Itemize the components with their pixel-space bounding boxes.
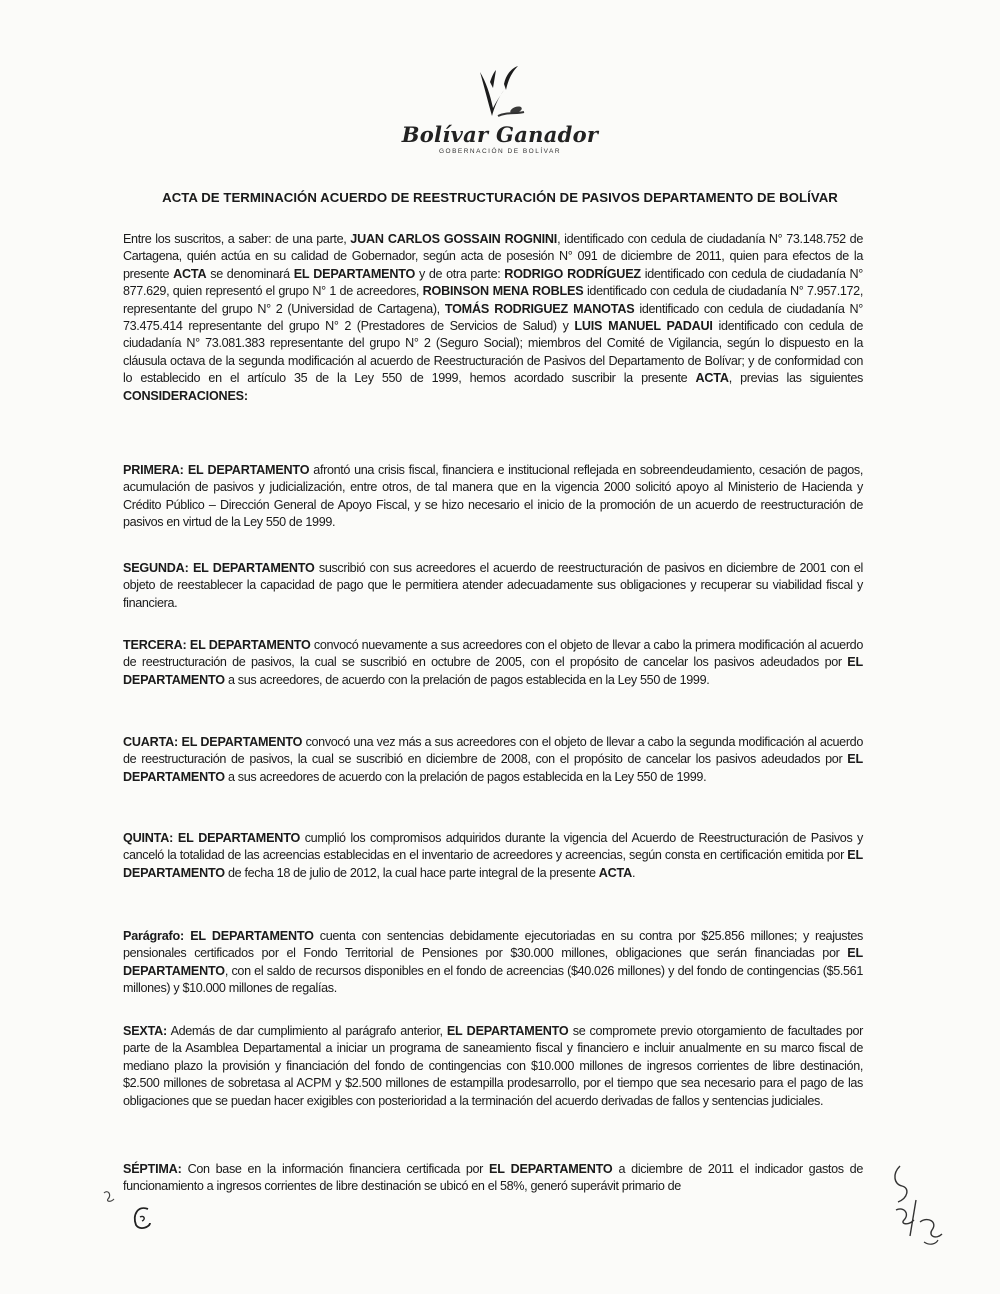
bold-text-run: CONSIDERACIONES: xyxy=(123,388,248,403)
text-run: convocó nuevamente a sus acreedores con el objeto de llevar a cabo la primera modificación al acuerdo de reestructuración de pasivos, la cual se suscribió en octubre de 2005, con el propósito de cancelar los pasivos adeudados por xyxy=(123,638,863,670)
bold-text-run: SEXTA: xyxy=(123,1024,168,1038)
bold-text-run: TOMÁS RODRIGUEZ MANOTAS xyxy=(444,301,635,316)
text-run: a diciembre de 2011 el indicador gastos de funcionamiento a ingresos corrientes de libre destinación se ubicó en el 58%, generó superávit primario de xyxy=(123,1162,863,1194)
text-run: a sus acreedores, de acuerdo con la prelación de pagos establecida en la Ley 550 de 1999. xyxy=(224,672,710,687)
bold-text-run: ROBINSON MENA ROBLES xyxy=(422,284,584,299)
paragraph-segunda xyxy=(123,560,863,612)
text-run: identificado con cedula de ciudadanía N° 877.629, quien representó el grupo N° 1 de acreedores, xyxy=(123,266,863,299)
bolivar-ganador-logo xyxy=(380,62,620,172)
text-run: Entre los suscritos, a saber: de una parte, xyxy=(123,232,351,246)
paragraph-quinta xyxy=(123,830,863,882)
bold-text-run: SEGUNDA: EL DEPARTAMENTO xyxy=(123,561,315,575)
text-run: identificado con cedula de ciudadanía N° 7.957.172, representante del grupo N° 2 (Universidad de Cartagena), xyxy=(123,284,863,316)
text-run: de fecha 18 de julio de 2012, la cual hace parte integral de la presente xyxy=(224,865,599,880)
paragraph-septima xyxy=(123,1161,863,1196)
text-run: , previas las siguientes xyxy=(728,371,863,386)
bold-text-run: JUAN CARLOS GOSSAIN ROGNINI xyxy=(350,232,558,246)
text-run: cumplió los compromisos adquiridos durante la vigencia del Acuerdo de Reestructuración de Pasivos y canceló la totalidad de las acreencias establecidas en el inventario de acreedores y acreencias, según consta en certificación emitida por xyxy=(123,831,863,863)
text-run: , con el saldo de recursos disponibles en el fondo de acreencias ($40.026 millones) y del fondo de contingencias ($5.561 millones) y $10.000 millones de regalías. xyxy=(123,963,863,996)
logo-name: Bolívar Ganador xyxy=(401,122,599,147)
bold-text-run: LUIS MANUEL PADAUI xyxy=(574,319,713,334)
check-bird-icon xyxy=(460,62,540,124)
paragraph-cuarta xyxy=(123,734,863,786)
bold-text-run: EL DEPARTAMENTO xyxy=(123,655,863,687)
bold-text-run: ACTA xyxy=(695,371,729,386)
bold-text-run: CUARTA: EL DEPARTAMENTO xyxy=(123,735,303,749)
bold-text-run: EL DEPARTAMENTO xyxy=(446,1024,569,1038)
bold-text-run: EL DEPARTAMENTO xyxy=(123,752,863,784)
paragraph-tercera xyxy=(123,637,863,689)
text-run: se denominará xyxy=(206,266,294,281)
text-run: identificado con cedula de ciudadanía N° 73.081.383 representante del grupo N° 2 (Seguro Social); miembros del Comité de Vigilancia, según lo dispuesto en la cláusula octava de la segunda modificación al acuerdo de Reestructuración de Pasivos del Departamento de Bolívar; y de conformidad con lo establecido en el artículo 35 de la Ley 550 de 1999, hemos acordado suscribir la presente xyxy=(123,319,863,386)
text-run: se compromete previo otorgamiento de facultades por parte de la Asamblea Departamental a iniciar un programa de saneamiento fiscal y financiero e incluir anualmente en su marco fiscal de mediano plazo la provisión y financiación del fondo de contingencias con $10.000 millones de ingresos corrientes de libre destinación, $2.500 millones de sobretasa al ACPM y $2.500 millones de estampilla prodesarrollo, por el tiempo que sea necesario para el pago de las obligaciones que se puedan hacer exigibles con posterioridad a la terminación del acuerdo derivadas de fallos y sentencias judiciales. xyxy=(123,1024,864,1108)
bold-text-run: Parágrafo: EL DEPARTAMENTO xyxy=(123,929,314,943)
text-run: cuenta con sentencias debidamente ejecutoriadas en su contra por $25.856 millones; y reajustes pensionales certificados por el Fondo Territorial de Pensiones por $30.000 millones, obligaciones que serán financiadas por xyxy=(123,929,864,961)
bold-text-run: EL DEPARTAMENTO xyxy=(123,848,863,880)
paragraph-primera xyxy=(123,462,863,532)
text-run: identificado con cedula de ciudadanía N° 73.475.414 representante del grupo N° 2 (Prestadores de Servicios de Salud) y xyxy=(123,301,863,334)
paragraph-intro xyxy=(123,231,863,405)
text-run: . xyxy=(632,865,636,880)
text-run: convocó una vez más a sus acreedores con el objeto de llevar a cabo la segunda modificación al acuerdo de reestructuración de pasivos, la cual se suscribió en diciembre de 2008, con el propósito de cancelar los pasivos adeudados por xyxy=(123,735,863,767)
text-run: afrontó una crisis fiscal, financiera e institucional reflejada en sobreendeudamiento, cesación de pagos, acumulación de pasivos y judicialización, entre otros, de tal manera que en la vigencia 2000 solicitó apoyo al Ministerio de Hacienda y Crédito Público – Dirección General de Apoyo Fiscal, y se hizo necesario el inicio de la promoción de un acuerdo de reestructuración de pasivos en virtud de la Ley 550 de 1999. xyxy=(123,463,863,530)
text-run: suscribió con sus acreedores el acuerdo de reestructuración de pasivos en diciembre de 2001 con el objeto de reestablecer la capacidad de pago que le permitiera atender adecuadamente sus obligaciones y recuperar su viabilidad fiscal y financiera. xyxy=(123,561,863,610)
bold-text-run: ACTA xyxy=(173,266,207,281)
bold-text-run: EL DEPARTAMENTO xyxy=(293,266,416,281)
paragraph-paragrafo xyxy=(123,928,863,998)
bold-text-run: TERCERA: EL DEPARTAMENTO xyxy=(123,638,311,652)
paragraph-sexta xyxy=(123,1023,863,1110)
logo-subtitle: GOBERNACIÓN DE BOLÍVAR xyxy=(438,148,562,155)
bold-text-run: SÉPTIMA: xyxy=(123,1162,182,1176)
text-run: a sus acreedores de acuerdo con la prelación de pagos establecida en la Ley 550 de 1999. xyxy=(224,769,707,784)
bold-text-run: EL DEPARTAMENTO xyxy=(489,1162,613,1176)
text-run: , identificado con cedula de ciudadanía N° 73.148.752 de Cartagena, quién actúa en su calidad de Gobernador, según acta de posesión N° 091 de diciembre de 2011, quien para efectos de la presente xyxy=(123,232,863,281)
bold-text-run: RODRIGO RODRÍGUEZ xyxy=(504,266,641,281)
bold-text-run: QUINTA: EL DEPARTAMENTO xyxy=(123,831,301,845)
text-run: Además de dar cumplimiento al parágrafo anterior, xyxy=(167,1024,447,1038)
bold-text-run: EL DEPARTAMENTO xyxy=(123,946,863,978)
bold-text-run: PRIMERA: EL DEPARTAMENTO xyxy=(123,463,310,477)
bold-text-run: ACTA xyxy=(598,865,632,880)
text-run: y de otra parte: xyxy=(415,266,505,281)
handwritten-initials-right xyxy=(880,1160,960,1260)
document-title: ACTA DE TERMINACIÓN ACUERDO DE REESTRUCTURACIÓN DE PASIVOS DEPARTAMENTO DE BOLÍVAR xyxy=(162,190,838,205)
text-run: Con base en la información financiera certificada por xyxy=(181,1162,490,1176)
